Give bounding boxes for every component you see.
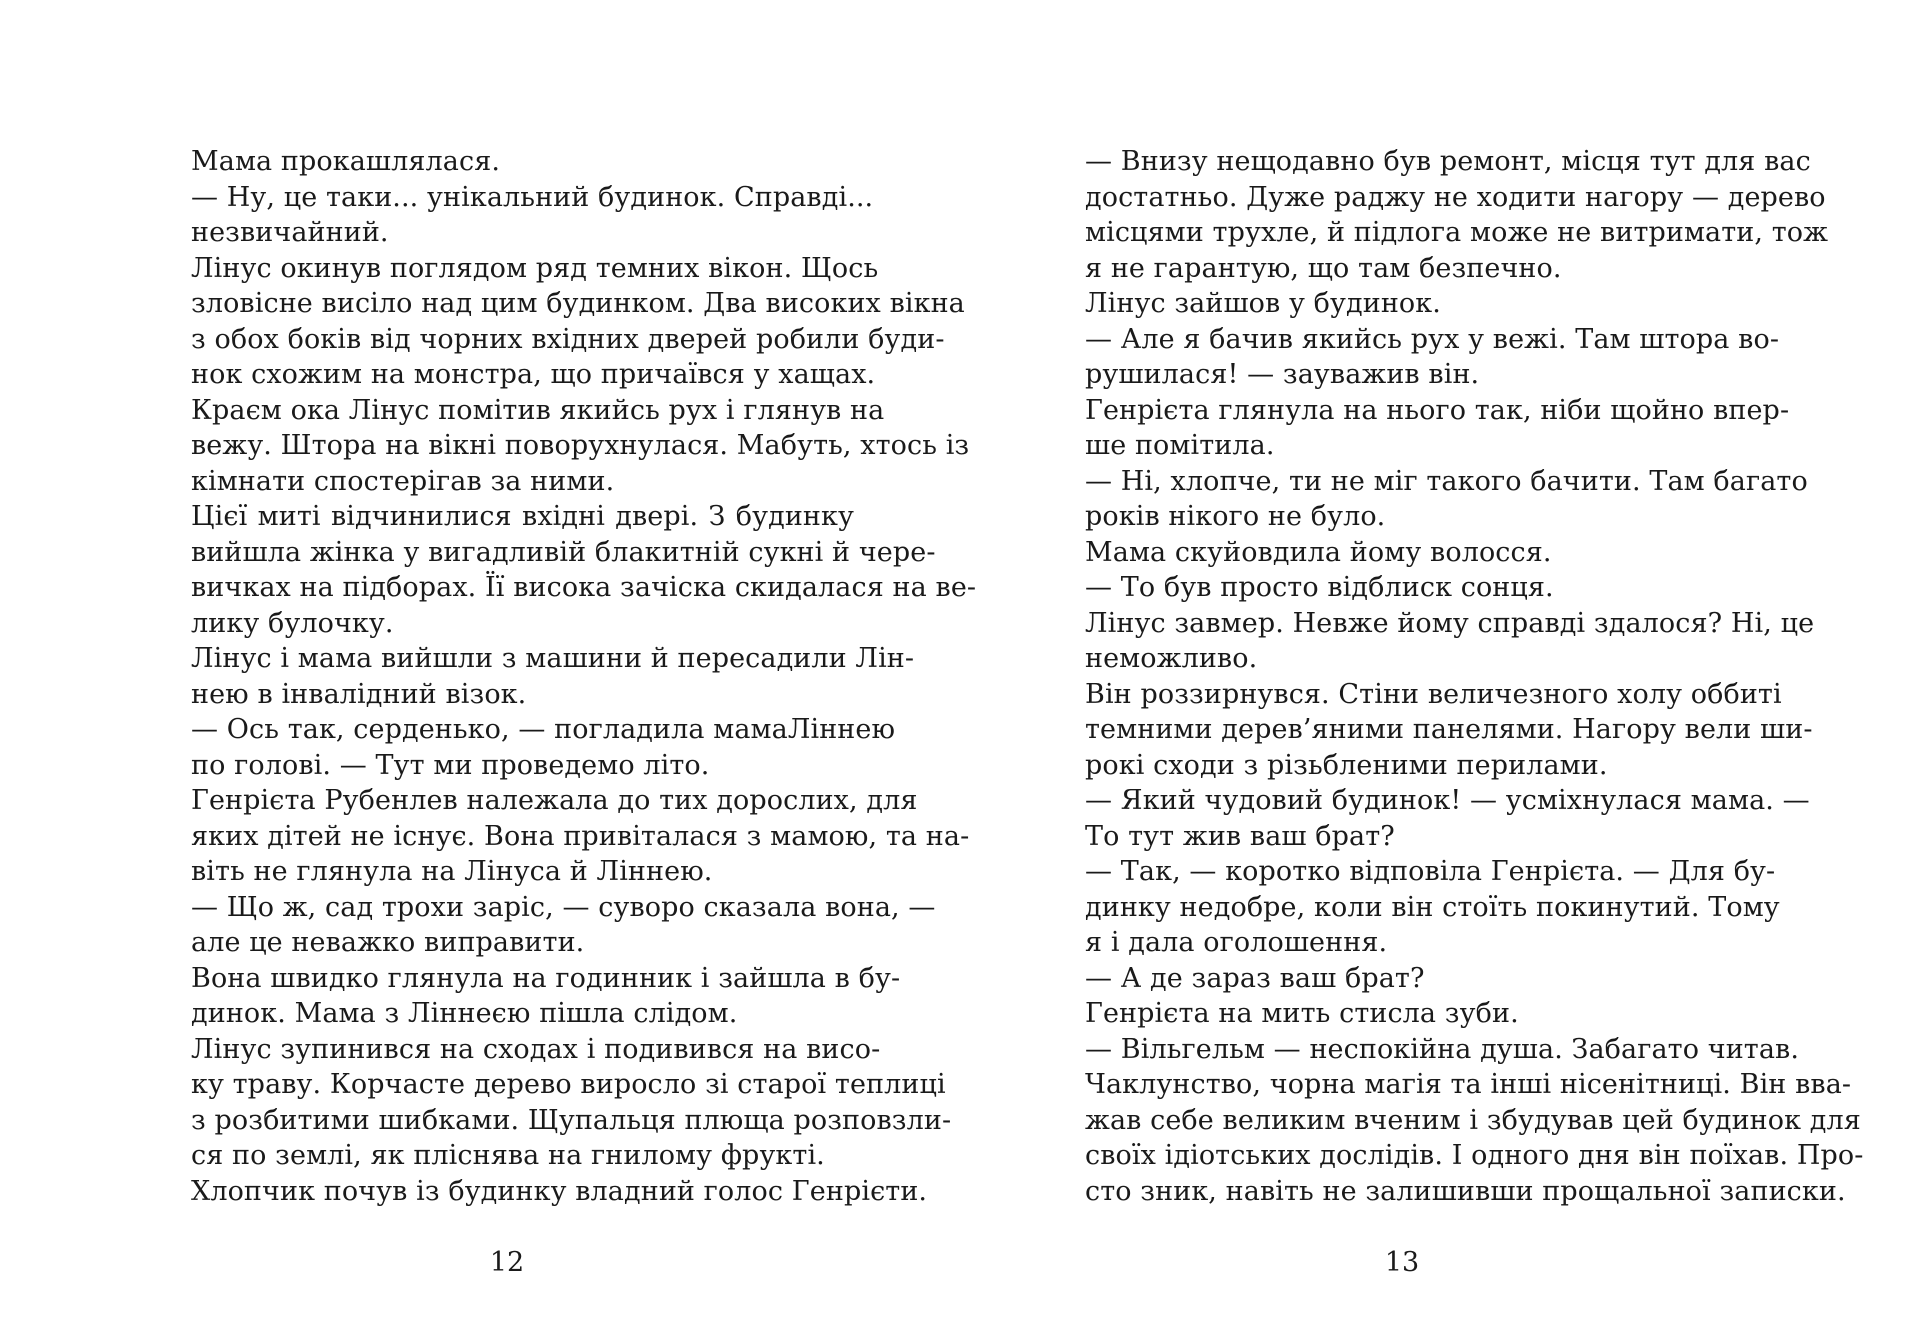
text-line: віть не глянула на Лінуса й Ліннею.	[191, 856, 713, 887]
text-line: — Так, — коротко відповіла Генрієта. — Для бу-	[1085, 856, 1776, 887]
text-line: але це неважко виправити.	[191, 927, 585, 958]
text-line: жав себе великим вченим і збудував цей будинок для	[1085, 1104, 1861, 1136]
text-line: яких дітей не існує. Вона привіталася з мамою, та на-	[191, 820, 970, 852]
text-line: Генрієта Рубенлев належала до тих дорослих, для	[191, 785, 918, 816]
text-line: з розбитими шибками. Щупальця плюща розповзли-	[191, 1104, 952, 1136]
text-line: Генрієта глянула на нього так, ніби щойно впер-	[1085, 394, 1790, 426]
text-line: вичках на підборах. Її висока зачіска скидалася на ве-	[191, 572, 977, 603]
text-line: ше помітила.	[1085, 430, 1275, 461]
text-line: Генрієта на мить стисла зуби.	[1085, 998, 1519, 1029]
text-line: Лінус завмер. Невже йому справді здалося? Ні, це	[1085, 607, 1815, 639]
text-line: — Ні, хлопче, ти не міг такого бачити. Там багато	[1085, 465, 1808, 497]
text-line: нок схожим на монстра, що причаївся у хащах.	[191, 359, 876, 390]
text-line: своїх ідіотських дослідів. І одного дня він поїхав. Про-	[1085, 1140, 1864, 1171]
text-line: неможливо.	[1085, 643, 1258, 674]
text-line: Краєм ока Лінус помітив якийсь рух і глянув на	[191, 394, 885, 426]
text-line: сто зник, навіть не залишивши прощальної записки.	[1085, 1175, 1846, 1207]
text-line: Лінус зупинився на сходах і подивився на висо-	[191, 1033, 881, 1065]
text-line: рокі сходи з різьбленими перилами.	[1085, 749, 1608, 781]
text-line: динку недобре, коли він стоїть покинутий. Тому	[1085, 891, 1780, 923]
text-line: місцями трухле, й підлога може не витримати, тож	[1085, 217, 1829, 248]
text-line: Чаклунство, чорна магія та інші нісенітниці. Він вва-	[1085, 1069, 1852, 1100]
text-line: Цієї миті відчинилися вхідні двері. З будинку	[191, 501, 854, 532]
right-page-number: 13	[1384, 1247, 1420, 1278]
text-line: — Вільгельм — неспокійна душа. Забагато читав.	[1085, 1033, 1800, 1065]
text-line: — А де зараз ваш брат?	[1085, 962, 1425, 994]
text-line: нею в інвалідний візок.	[191, 678, 527, 710]
left-page-text	[191, 144, 977, 1209]
text-line: То тут жив ваш брат?	[1085, 820, 1395, 852]
text-line: — Але я бачив якийсь рух у вежі. Там штора во-	[1085, 323, 1780, 355]
text-line: кімнати спостерігав за ними.	[191, 465, 615, 497]
text-line: достатньо. Дуже раджу не ходити нагору — дерево	[1085, 181, 1826, 213]
text-line: незвичайний.	[191, 217, 389, 248]
text-line: рушилася! — зауважив він.	[1085, 359, 1480, 390]
right-page-text	[1085, 144, 1864, 1209]
text-line: Лінус зайшов у будинок.	[1085, 288, 1441, 319]
text-line: — Ось так, серденько, — погладила мамаЛіннею	[191, 714, 896, 745]
right-page	[960, 0, 1920, 1325]
text-line: років нікого не було.	[1085, 501, 1386, 532]
text-line: я і дала оголошення.	[1085, 927, 1388, 958]
text-line: вийшла жінка у вигадливій блакитній сукні й чере-	[191, 536, 936, 568]
text-line: — Що ж, сад трохи заріс, — суворо сказала вона, —	[191, 891, 936, 923]
text-line: Він роззирнувся. Стіни величезного холу оббиті	[1085, 678, 1782, 710]
text-line: Хлопчик почув із будинку владний голос Генрієти.	[191, 1175, 928, 1207]
text-line: ку траву. Корчасте дерево виросло зі старої теплиці	[191, 1069, 946, 1100]
text-line: я не гарантую, що там безпечно.	[1085, 252, 1562, 284]
text-line: Вона швидко глянула на годинник і зайшла в бу-	[191, 962, 901, 994]
text-line: динок. Мама з Ліннеєю пішла слідом.	[191, 998, 738, 1029]
text-line: з обох боків від чорних вхідних дверей робили буди-	[191, 323, 945, 355]
text-line: — Який чудовий будинок! — усміхнулася мама. —	[1085, 785, 1810, 816]
text-line: лику булочку.	[191, 607, 394, 639]
text-line: вежу. Штора на вікні поворухнулася. Мабуть, хтось із	[191, 430, 970, 461]
text-line: — Внизу нещодавно був ремонт, місця тут для вас	[1085, 146, 1811, 177]
text-line: Мама прокашлялася.	[191, 146, 501, 177]
text-line: ся по землі, як пліснява на гнилому фрукті.	[191, 1140, 825, 1171]
text-line: Мама скуйовдила йому волосся.	[1085, 536, 1552, 568]
text-line: по голові. — Тут ми проведемо літо.	[191, 749, 710, 781]
text-line: Лінус окинув поглядом ряд темних вікон. Щось	[191, 252, 879, 284]
left-page-number: 12	[489, 1247, 525, 1278]
text-line: Лінус і мама вийшли з машини й пересадили Лін-	[191, 643, 915, 674]
text-line: темними дерев’яними панелями. Нагору вели ши-	[1085, 714, 1813, 745]
text-line: — Ну, це таки... унікальний будинок. Справді...	[191, 181, 874, 213]
text-line: зловісне висіло над цим будинком. Два високих вікна	[191, 288, 965, 319]
text-line: — То був просто відблиск сонця.	[1085, 572, 1554, 603]
